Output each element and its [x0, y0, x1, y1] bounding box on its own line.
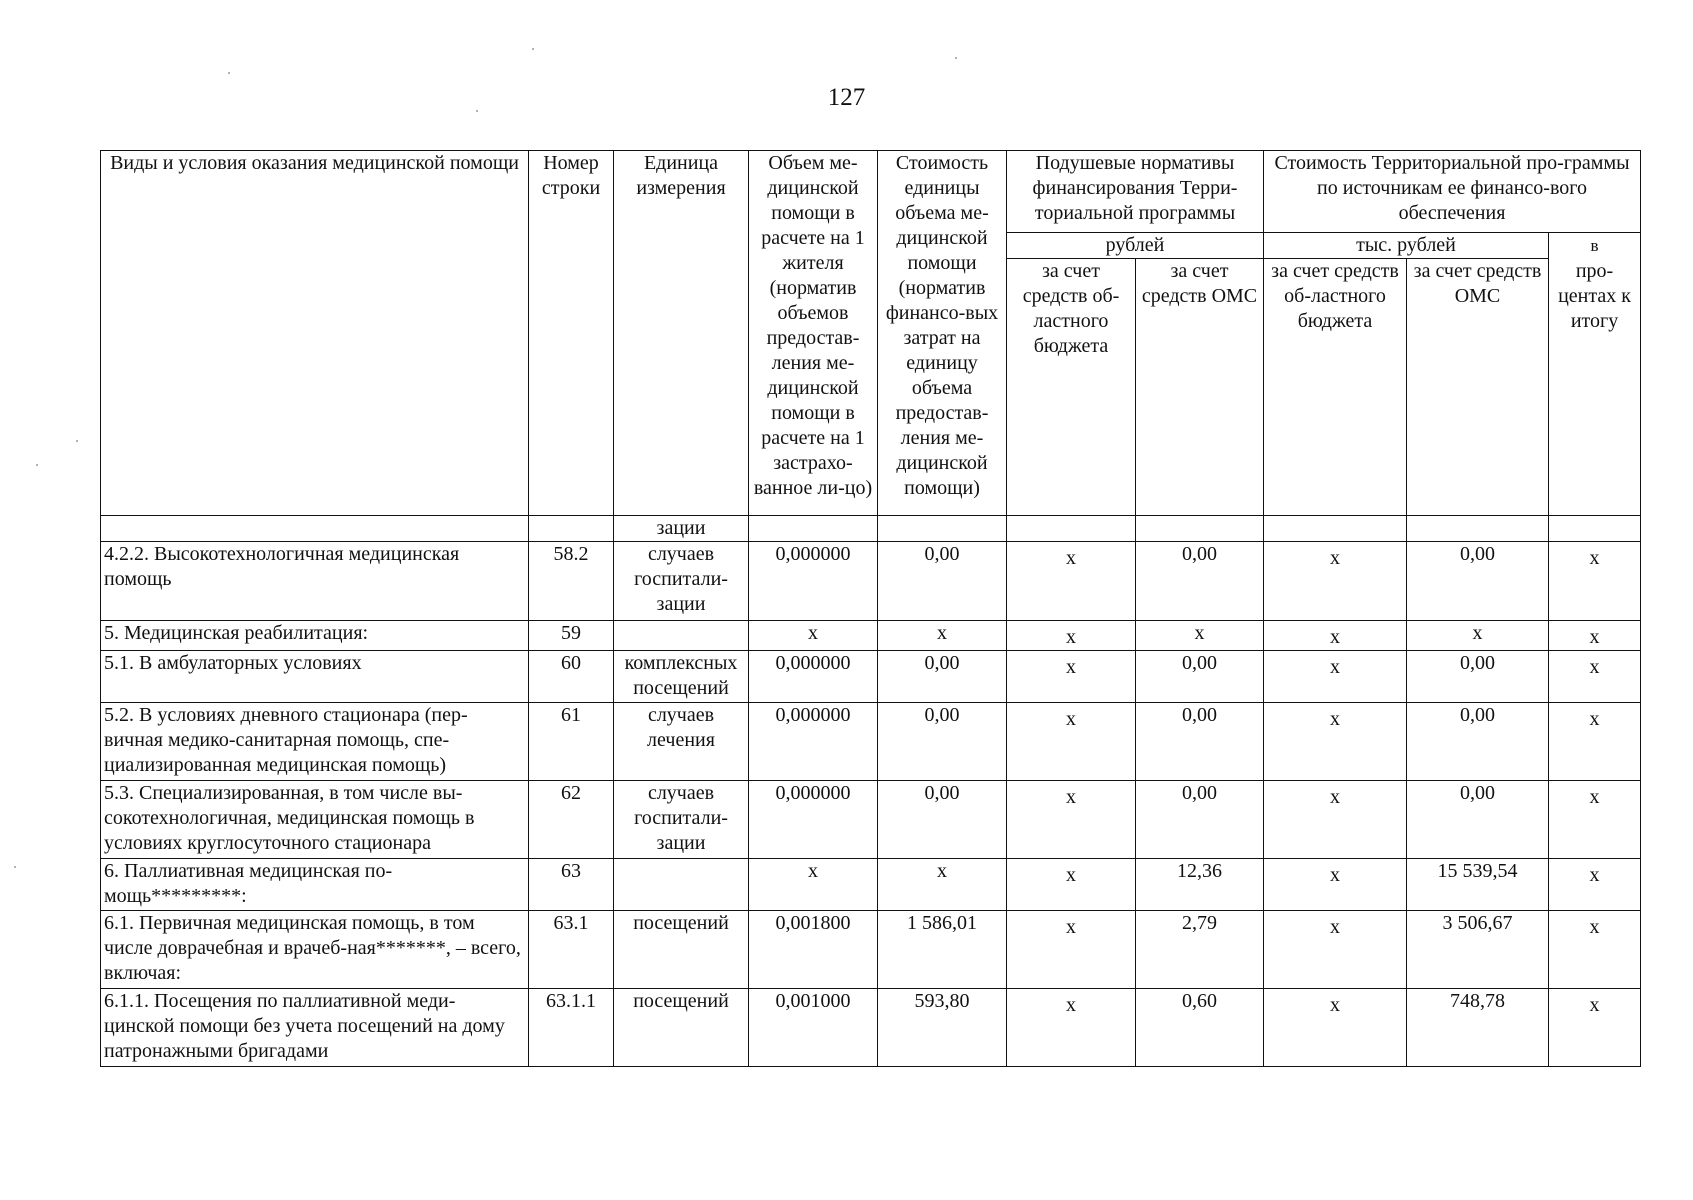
header-per-capita-unit: рублей: [1007, 233, 1264, 259]
cell-total-regional-budget: x: [1264, 651, 1407, 703]
cell-total-regional-budget: x: [1264, 781, 1407, 859]
cell-volume: 0,000000: [749, 651, 878, 703]
scan-speck: [228, 72, 230, 74]
cell-unit: случаев госпитали-зации: [614, 542, 749, 621]
cell-percent: x: [1549, 621, 1641, 651]
cell-row-number: 62: [529, 781, 614, 859]
cell-kind: 5.1. В амбулаторных условиях: [101, 651, 529, 703]
cell-pc-oms: 0,60: [1136, 989, 1264, 1067]
cell-percent: x: [1549, 989, 1641, 1067]
cell-percent: x: [1549, 859, 1641, 911]
cell-row-number: 59: [529, 621, 614, 651]
header-volume: Объем ме-дицинской помощи в расчете на 1 жителя (норматив объемов предостав-ления ме-дицинской помощи в расчете на 1 застрахо-ванное ли-цо): [749, 151, 878, 516]
cell-pc-oms: 0,00: [1136, 651, 1264, 703]
cell-pc-oms: 2,79: [1136, 911, 1264, 989]
cell-kind: 4.2.2. Высокотехнологичная медицинская помощь: [101, 542, 529, 621]
cell-unit: случаев госпитали-зации: [614, 781, 749, 859]
cell-pc-oms: 12,36: [1136, 859, 1264, 911]
cell-empty: [1007, 516, 1136, 542]
table-row: [101, 911, 1641, 989]
cell-total-oms: 0,00: [1407, 703, 1549, 781]
cell-total-oms: x: [1407, 621, 1549, 651]
cell-unit: комплексных посещений: [614, 651, 749, 703]
cell-total-regional-budget: x: [1264, 621, 1407, 651]
header-percent-prefix: в: [1549, 233, 1641, 259]
cell-volume: x: [749, 621, 878, 651]
header-kind: Виды и условия оказания медицинской помощи: [101, 151, 529, 516]
cell-row-number: 63.1: [529, 911, 614, 989]
cell-cost: x: [878, 859, 1007, 911]
header-row-number: Номер строки: [529, 151, 614, 516]
cell-kind: 6.1. Первичная медицинская помощь, в том числе доврачебная и врачеб-ная*******, – всего, включая:: [101, 911, 529, 989]
header-unit: Единица измерения: [614, 151, 749, 516]
cell-kind: 5. Медицинская реабилитация:: [101, 621, 529, 651]
header-pc-regional-budget: за счет средств об-ластного бюджета: [1007, 259, 1136, 516]
cell-empty: [749, 516, 878, 542]
cell-empty: [1407, 516, 1549, 542]
table-row: [101, 621, 1641, 651]
cell-volume: x: [749, 859, 878, 911]
table-row: [101, 781, 1641, 859]
table-row: [101, 989, 1641, 1067]
cell-pc-regional-budget: x: [1007, 651, 1136, 703]
cell-empty: [1264, 516, 1407, 542]
header-total-unit: тыс. рублей: [1264, 233, 1549, 259]
cell-pc-oms: 0,00: [1136, 542, 1264, 621]
cell-volume: 0,001800: [749, 911, 878, 989]
cell-empty: [101, 516, 529, 542]
cell-cost: 0,00: [878, 703, 1007, 781]
table-row: [101, 859, 1641, 911]
cell-unit: случаев лечения: [614, 703, 749, 781]
cell-row-number: 60: [529, 651, 614, 703]
cell-empty: [529, 516, 614, 542]
cell-pc-regional-budget: x: [1007, 703, 1136, 781]
cell-empty: [1549, 516, 1641, 542]
cell-volume: 0,000000: [749, 781, 878, 859]
cell-unit: [614, 859, 749, 911]
cell-pc-regional-budget: x: [1007, 621, 1136, 651]
header-percent: про-центах к итогу: [1549, 259, 1641, 516]
cell-volume: 0,001000: [749, 989, 878, 1067]
cell-percent: x: [1549, 911, 1641, 989]
cell-pc-oms: 0,00: [1136, 781, 1264, 859]
header-cost: Стоимость единицы объема ме-дицинской помощи (норматив финансо-вых затрат на единицу объема предостав-ления ме-дицинской помощи): [878, 151, 1007, 516]
cell-unit: посещений: [614, 911, 749, 989]
header-total-regional-budget: за счет средств об-ластного бюджета: [1264, 259, 1407, 516]
cell-pc-regional-budget: x: [1007, 859, 1136, 911]
cell-total-regional-budget: x: [1264, 989, 1407, 1067]
financing-table: [100, 150, 1641, 1067]
cell-cost: 1 586,01: [878, 911, 1007, 989]
continuation-row: [101, 516, 1641, 542]
cell-percent: x: [1549, 781, 1641, 859]
cell-row-number: 63: [529, 859, 614, 911]
header-per-capita-group: Подушевые нормативы финансирования Терри-ториальной программы: [1007, 151, 1264, 233]
page-number: 127: [827, 84, 866, 111]
cell-pc-regional-budget: x: [1007, 911, 1136, 989]
scan-speck: [476, 110, 478, 112]
cell-row-number: 61: [529, 703, 614, 781]
cell-empty: [878, 516, 1007, 542]
cell-row-number: 58.2: [529, 542, 614, 621]
cell-volume: 0,000000: [749, 542, 878, 621]
header-row-1: [101, 151, 1641, 233]
cell-unit: [614, 621, 749, 651]
cell-total-oms: 0,00: [1407, 542, 1549, 621]
cell-cost: 0,00: [878, 781, 1007, 859]
continuation-unit: зации: [614, 516, 749, 542]
cell-pc-regional-budget: x: [1007, 989, 1136, 1067]
table-row: [101, 703, 1641, 781]
scan-speck: [36, 464, 38, 466]
cell-percent: x: [1549, 703, 1641, 781]
cell-row-number: 63.1.1: [529, 989, 614, 1067]
cell-kind: 5.3. Специализированная, в том числе вы-сокотехнологичная, медицинская помощь в условиях круглосуточного стационара: [101, 781, 529, 859]
cell-total-regional-budget: x: [1264, 859, 1407, 911]
cell-volume: 0,000000: [749, 703, 878, 781]
cell-unit: посещений: [614, 989, 749, 1067]
cell-total-regional-budget: x: [1264, 542, 1407, 621]
scan-speck: [532, 48, 534, 50]
cell-total-regional-budget: x: [1264, 703, 1407, 781]
header-total-oms: за счет средств ОМС: [1407, 259, 1549, 516]
cell-empty: [1136, 516, 1264, 542]
cell-kind: 5.2. В условиях дневного стационара (пер-вичная медико-санитарная помощь, спе-циализированная медицинская помощь): [101, 703, 529, 781]
cell-total-oms: 15 539,54: [1407, 859, 1549, 911]
cell-cost: 0,00: [878, 542, 1007, 621]
header-pc-oms: за счет средств ОМС: [1136, 259, 1264, 516]
table-row: [101, 542, 1641, 621]
cell-kind: 6. Паллиативная медицинская по-мощь*********:: [101, 859, 529, 911]
scan-speck: [14, 866, 16, 868]
cell-total-oms: 0,00: [1407, 781, 1549, 859]
cell-kind: 6.1.1. Посещения по паллиативной меди-цинской помощи без учета посещений на дому патронажными бригадами: [101, 989, 529, 1067]
cell-pc-oms: x: [1136, 621, 1264, 651]
scan-speck: [955, 57, 957, 59]
cell-total-regional-budget: x: [1264, 911, 1407, 989]
cell-cost: 0,00: [878, 651, 1007, 703]
cell-cost: 593,80: [878, 989, 1007, 1067]
cell-total-oms: 0,00: [1407, 651, 1549, 703]
table-row: [101, 651, 1641, 703]
cell-percent: x: [1549, 651, 1641, 703]
scan-speck: [76, 440, 78, 442]
cell-pc-oms: 0,00: [1136, 703, 1264, 781]
cell-total-oms: 3 506,67: [1407, 911, 1549, 989]
cell-pc-regional-budget: x: [1007, 781, 1136, 859]
cell-cost: x: [878, 621, 1007, 651]
cell-total-oms: 748,78: [1407, 989, 1549, 1067]
cell-pc-regional-budget: x: [1007, 542, 1136, 621]
header-total-group: Стоимость Территориальной про-граммы по источникам ее финансо-вого обеспечения: [1264, 151, 1641, 233]
cell-percent: x: [1549, 542, 1641, 621]
